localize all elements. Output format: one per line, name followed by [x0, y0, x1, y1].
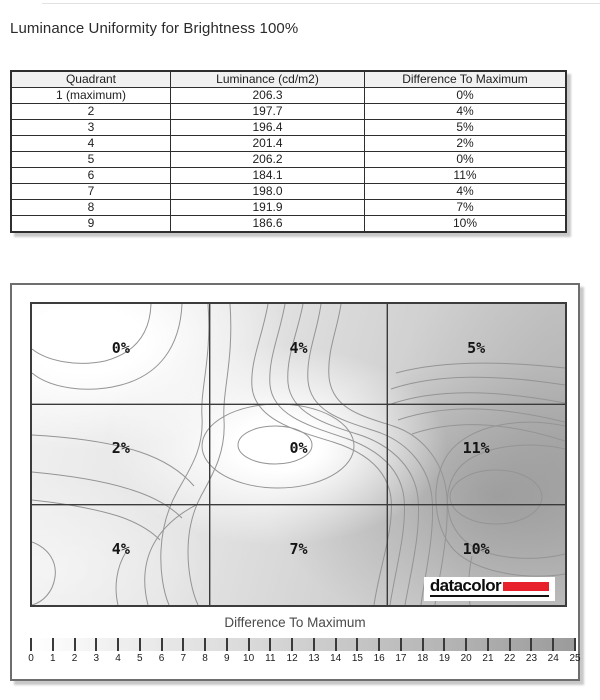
difference-cell: 2% [365, 136, 567, 152]
quadrant-value-label: 11% [462, 439, 490, 458]
datacolor-logo-inner [429, 576, 549, 597]
colorbar-tick-label: 17 [395, 653, 407, 664]
colorbar-tick-label: 8 [202, 653, 208, 664]
table-row [11, 104, 566, 120]
quadrant-value-label: 7% [289, 539, 308, 558]
difference-cell: 4% [365, 184, 567, 200]
colorbar-tick-line [356, 638, 358, 651]
colorbar-tick-line [291, 638, 293, 651]
colorbar-tick-line [443, 638, 445, 651]
quadrant-cell: 4 [11, 136, 171, 152]
top-divider [42, 3, 600, 4]
colorbar-tick-label: 6 [158, 653, 165, 664]
colorbar-tick-line [226, 638, 228, 651]
table-row [11, 152, 566, 168]
quadrant-cell: 3 [11, 120, 171, 136]
colorbar-tick-line [182, 638, 184, 651]
colorbar-tick-label: 10 [243, 653, 255, 664]
table-row [11, 184, 566, 200]
colorbar-tick-label: 24 [547, 653, 559, 664]
colorbar-tick-line [378, 638, 380, 651]
difference-cell: 11% [365, 168, 567, 184]
colorbar-tick-line [95, 638, 97, 651]
colorbar-tick-line [509, 638, 511, 651]
colorbar-tick-label: 2 [71, 653, 78, 664]
quadrant-cell: 7 [11, 184, 171, 200]
colorbar-tick-label: 0 [28, 653, 34, 664]
luminance-cell: 197.7 [171, 104, 365, 120]
difference-cell: 7% [365, 200, 567, 216]
colorbar-tick-line [74, 638, 76, 651]
colorbar-tick-line [204, 638, 206, 651]
page-title: Luminance Uniformity for Brightness 100% [10, 20, 299, 37]
table-row [11, 216, 566, 233]
luminance-cell: 201.4 [171, 136, 365, 152]
colorbar-tick-labels [28, 653, 581, 665]
quadrant-value-label: 5% [467, 339, 486, 358]
difference-cell: 0% [365, 88, 567, 104]
colorbar-tick-label: 14 [330, 653, 342, 664]
colorbar-tick-label: 9 [224, 653, 230, 664]
colorbar-tick-line [269, 638, 271, 651]
colorbar-tick-line [574, 638, 576, 651]
colorbar-tick-label: 18 [417, 653, 429, 664]
quadrant-cell: 5 [11, 152, 171, 168]
quadrant-value-label: 4% [289, 339, 308, 358]
luminance-cell: 206.3 [171, 88, 365, 104]
quadrant-cell: 2 [11, 104, 171, 120]
datacolor-logo-text: datacolor [429, 576, 501, 595]
colorbar-tick-line [248, 638, 250, 651]
colorbar-tick-line [552, 638, 554, 651]
difference-cell: 10% [365, 216, 567, 233]
colorbar-tick-line [487, 638, 489, 651]
colorbar-tick-line [335, 638, 337, 651]
luminance-cell: 206.2 [171, 152, 365, 168]
quadrant-value-label: 4% [111, 539, 130, 558]
quadrant-value-label: 10% [462, 539, 490, 558]
quadrant-value-label: 2% [111, 439, 130, 458]
quadrant-cell: 1 (maximum) [11, 88, 171, 104]
colorbar-tick-line [30, 638, 32, 651]
colorbar-tick-label: 13 [308, 653, 320, 664]
col-header-luminance: Luminance (cd/m2) [171, 71, 365, 88]
col-header-quadrant: Quadrant [11, 71, 171, 88]
quadrant-label-grid [32, 304, 565, 605]
colorbar-tick-label: 22 [504, 653, 516, 664]
table-header-row [11, 71, 566, 88]
colorbar-tick-line [422, 638, 424, 651]
colorbar-tick-label: 15 [351, 653, 363, 664]
colorbar-tick-label: 16 [373, 653, 385, 664]
colorbar-tick-line [530, 638, 532, 651]
luminance-cell: 191.9 [171, 200, 365, 216]
colorbar-tick-label: 19 [438, 653, 450, 664]
colorbar-tick-label: 21 [482, 653, 494, 664]
colorbar-tick-label: 5 [137, 653, 143, 664]
luminance-cell: 198.0 [171, 184, 365, 200]
uniformity-plot-panel [10, 283, 580, 681]
difference-cell: 0% [365, 152, 567, 168]
luminance-cell: 186.6 [171, 216, 365, 233]
colorbar-tick-label: 11 [265, 653, 276, 664]
contour-plot [30, 302, 567, 607]
table-row [11, 200, 566, 216]
datacolor-logo [424, 577, 555, 601]
colorbar-tick-line [139, 638, 141, 651]
colorbar-tick-label: 3 [93, 653, 100, 664]
quadrant-cell: 6 [11, 168, 171, 184]
colorbar-title: Difference To Maximum [224, 615, 366, 630]
difference-cell: 4% [365, 104, 567, 120]
colorbar-tick-line [161, 638, 163, 651]
quadrant-value-label: 0% [111, 339, 130, 358]
colorbar-tick-label: 12 [286, 653, 298, 664]
colorbar-tick-label: 1 [49, 653, 56, 664]
colorbar-tick-label: 23 [525, 653, 538, 664]
colorbar-tick-line [52, 638, 54, 651]
colorbar-gradient [31, 638, 575, 651]
quadrant-value-label: 0% [289, 439, 308, 458]
luminance-cell: 196.4 [171, 120, 365, 136]
colorbar-tick-line [313, 638, 315, 651]
table-row [11, 136, 566, 152]
table-row [11, 120, 566, 136]
luminance-table [10, 70, 567, 233]
colorbar-tick-label: 7 [180, 653, 187, 664]
colorbar-tick-line [400, 638, 402, 651]
difference-cell: 5% [365, 120, 567, 136]
colorbar-tick-label: 4 [115, 653, 121, 664]
table-row [11, 168, 566, 184]
colorbar-tick-label: 20 [460, 653, 472, 664]
quadrant-cell: 8 [11, 200, 171, 216]
luminance-cell: 184.1 [171, 168, 365, 184]
quadrant-cell: 9 [11, 216, 171, 233]
table-row [11, 88, 566, 104]
colorbar-tick-label: 25 [569, 653, 581, 664]
datacolor-logo-red-bar [503, 582, 549, 591]
col-header-difference: Difference To Maximum [365, 71, 567, 88]
colorbar-tick-line [465, 638, 467, 651]
colorbar-tick-line [117, 638, 119, 651]
